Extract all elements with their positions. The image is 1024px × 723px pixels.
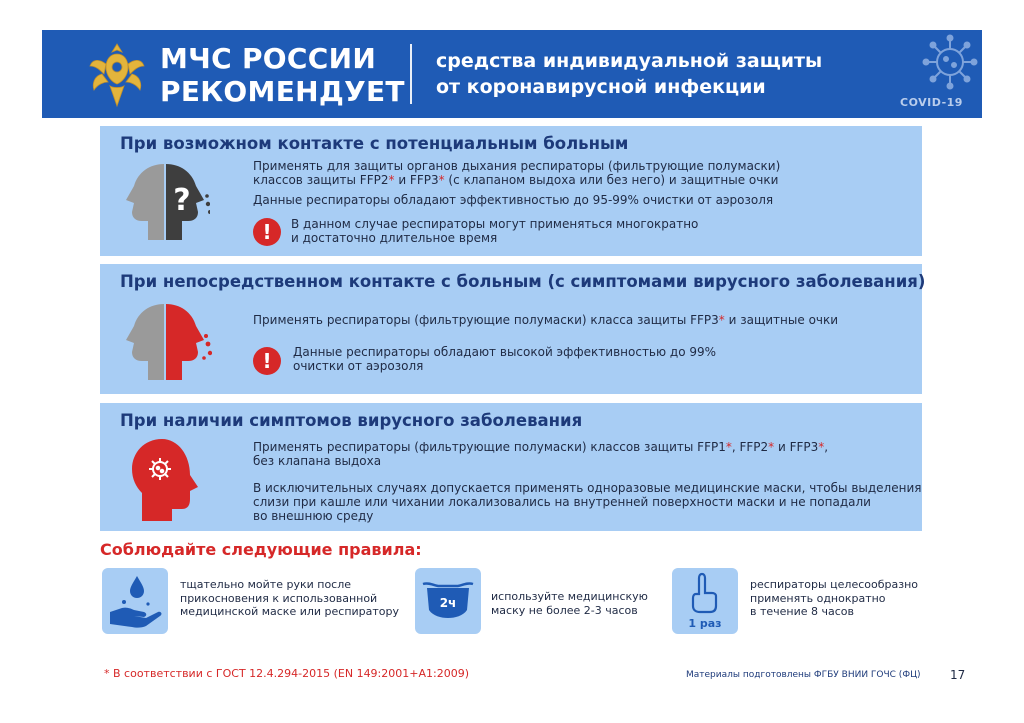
- rule-once-box: [672, 568, 738, 634]
- brand-line-1: МЧС РОССИИ: [160, 42, 377, 75]
- asterisk: *: [438, 173, 445, 187]
- two-faces-icon: [120, 160, 210, 244]
- asterisk: *: [718, 313, 725, 327]
- rule-handwash-text: [180, 578, 399, 619]
- covid-label: COVID-19: [900, 96, 963, 109]
- rule-mask-text: [491, 590, 648, 617]
- section-title: При наличии симптомов вирусного заболевания: [120, 411, 583, 430]
- section-possible-contact: [100, 126, 922, 256]
- section-direct-contact: [100, 264, 926, 394]
- text-line: Применять респираторы (фильтрующие полумаски) классов защиты FFP1*, FFP2* и FFP3*,: [253, 440, 829, 454]
- section-text-1: [253, 440, 828, 468]
- warning-icon: !: [253, 347, 281, 375]
- text-line: В исключительных случаях допускается применять одноразовые медицинские маски, чтобы выделения: [253, 481, 922, 495]
- text-line: маску не более 2-3 часов: [491, 603, 638, 617]
- section-title: При непосредственном контакте с больным (с симптомами вирусного заболевания): [120, 272, 926, 291]
- header-subtitle: [436, 48, 822, 100]
- once-badge: 1 раз: [688, 617, 722, 630]
- text-line: тщательно мойте руки после: [180, 578, 352, 591]
- section-symptoms: [100, 403, 922, 531]
- text-line: во внешнюю среду: [253, 509, 374, 523]
- rule-handwash-box: [102, 568, 168, 634]
- section-text-1: [253, 313, 838, 327]
- section-text-1: [253, 159, 780, 187]
- subtitle-line-1: средства индивидуальной защиты: [436, 50, 823, 72]
- asterisk: *: [768, 440, 775, 454]
- mask-badge: 2ч: [439, 596, 457, 610]
- text-part: и защитные очки: [724, 313, 839, 327]
- text-line: [253, 173, 780, 187]
- asterisk: *: [725, 440, 732, 454]
- one-finger-icon: [672, 568, 738, 634]
- asterisk: *: [388, 173, 395, 187]
- coronavirus-icon: [922, 34, 978, 90]
- handwash-icon: [102, 568, 168, 634]
- text-line: респираторы целесообразно: [750, 578, 919, 591]
- warning-icon: !: [253, 218, 281, 246]
- text-part: классов защиты FFP2: [253, 173, 389, 187]
- rule-mask-box: [415, 568, 481, 634]
- subtitle-line-2: от коронавирусной инфекции: [436, 76, 766, 98]
- text-line: слизи при кашле или чихании локализовались на внутренней поверхности маски и не попадали: [253, 495, 871, 509]
- text-line: без клапана выдоха: [253, 454, 382, 468]
- gost-footnote: * В соответствии с ГОСТ 12.4.294-2015 (EN 149:2001+А1:2009): [104, 667, 469, 680]
- medical-mask-icon: [415, 568, 481, 634]
- head-virus-icon: [128, 437, 200, 523]
- section-text-2: [253, 481, 921, 523]
- section-title: При возможном контакте с потенциальным больным: [120, 134, 629, 153]
- header-banner: [42, 30, 982, 118]
- text-part: и FFP3: [394, 173, 439, 187]
- page-number: 17: [950, 668, 966, 682]
- header-divider: [410, 44, 412, 104]
- text-line: Данные респираторы обладают высокой эффективностью до 99%: [293, 345, 717, 359]
- question-mark: ?: [173, 183, 191, 218]
- text-line: в течение 8 часов: [750, 605, 855, 618]
- text-part: (с клапаном выдоха или без него) и защитные очки: [444, 173, 779, 187]
- warning-text: [291, 217, 698, 245]
- brand-title: [160, 42, 405, 108]
- text-part: , FFP2: [731, 440, 769, 454]
- text-line: очистки от аэрозоля: [293, 359, 424, 373]
- text-line: и достаточно длительное время: [291, 231, 498, 245]
- section-text-2: Данные респираторы обладают эффективностью до 95-99% очистки от аэрозоля: [253, 193, 774, 207]
- text-line: Применять для защиты органов дыхания респираторы (фильтрующие полумаски): [253, 159, 781, 173]
- rules-title: Соблюдайте следующие правила:: [100, 540, 422, 559]
- warning-text: [293, 345, 716, 373]
- text-line: В данном случае респираторы могут применяться многократно: [291, 217, 699, 231]
- text-part: и FFP3: [774, 440, 819, 454]
- two-faces-sneeze-icon: [120, 300, 212, 384]
- rule-once-text: [750, 578, 918, 619]
- text-line: медицинской маске или респиратору: [180, 605, 400, 618]
- text-line: прикосновения к использованной: [180, 591, 378, 605]
- text-part: Применять респираторы (фильтрующие полумаски) классов защиты FFP1: [253, 440, 726, 454]
- materials-credit: Материалы подготовлены ФГБУ ВНИИ ГОЧС (ФЦ): [686, 670, 921, 680]
- text-line: используйте медицинскую: [491, 590, 648, 603]
- asterisk: *: [818, 440, 825, 454]
- emchs-emblem-icon: [88, 40, 146, 110]
- brand-line-2: РЕКОМЕНДУЕТ: [160, 75, 405, 108]
- text-part: Применять респираторы (фильтрующие полумаски) класса защиты FFP3: [253, 313, 719, 327]
- text-line: применять однократно: [750, 591, 886, 605]
